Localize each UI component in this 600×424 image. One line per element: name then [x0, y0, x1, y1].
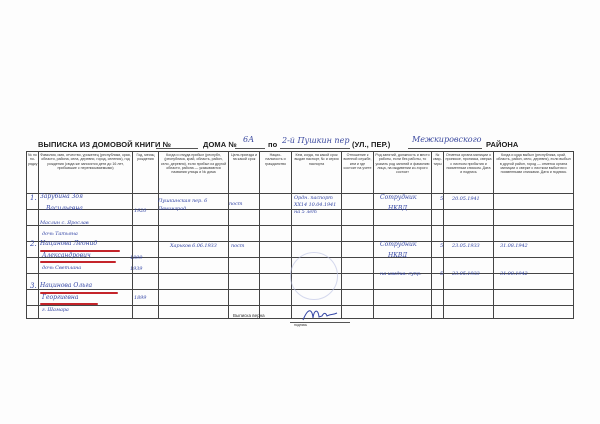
street-kind-label: (УЛ., ПЕР.) — [352, 140, 391, 149]
entry-3-name-line: Нацинова Ольга — [40, 282, 93, 289]
street-line — [280, 148, 350, 149]
col-header-arrived: Когда и откуда прибыл (республ, (республика, край, область, район, село, деревня), если прибыл из другой области, района — указываются названия улицы и № дома — [159, 152, 229, 194]
entry-1-passport-line: на 5 лет — [294, 209, 317, 215]
entry-1-purpose: пост — [229, 201, 243, 207]
entry-2-purpose: пост — [231, 243, 245, 249]
entry-1-name-line: Маслин с. Ярослав — [40, 220, 89, 226]
col-header-passport: Кем, когда, на какой срок выдан паспорт, № и серия паспорта — [292, 152, 342, 194]
entry-1-name-line: Зарубина Зоя — [40, 193, 83, 200]
col-header-num: № по по-рядку — [27, 152, 39, 194]
entry-2-occupation-line: НКВД — [388, 252, 408, 259]
entry-2-name-line: Нацинова Леонид — [40, 240, 98, 247]
signature-mark — [300, 304, 340, 324]
house-number-value: 6А — [243, 135, 255, 144]
header-row — [27, 152, 574, 194]
entry-2-arrived: Харьков 6.06.1933 — [170, 243, 217, 249]
entry-1-number: 1. — [30, 194, 37, 202]
office-stamp — [290, 252, 338, 300]
entry-3-registration: 23.05.1933 — [452, 271, 480, 277]
col-header-apartment: № квар-тиры — [432, 152, 444, 194]
entry-2-departure: 31.08.1942 — [500, 243, 528, 249]
col-header-departure: Когда и куда выбыл (республика, край, область, район, село, деревня), если выбыл в другой район, город — отметка органа милиции о сверке с листком выбытия и поименными списками. Дата и подпись — [494, 152, 574, 194]
entry-3-birth-year: 1899 — [134, 295, 147, 301]
entry-2-registration: 23.05.1933 — [452, 243, 480, 249]
entry-2-birth-year: 1939 — [130, 266, 143, 272]
col-header-registration: Отметка органа милиции о прописке, прописка, сверка с листком прибытия и поименным списком. Дата и подпись — [444, 152, 494, 194]
col-header-name: Фамилия, имя, отчество, уроженец (республики, края, области, района, села, деревни, город, селения), год рождения (сюда же заносятся дети до 16 лет, прибывшие с переписываемыми) — [39, 152, 133, 194]
entry-1-name-line: Васильевна — [46, 205, 83, 212]
district-label: РАЙОНА — [486, 140, 519, 149]
street-value: 2-й Пушкин пер — [282, 136, 350, 145]
entry-3-number: 3. — [30, 282, 37, 290]
entry-2-birth-year: 1899 — [130, 255, 143, 261]
col-header-birth: Год, месяц рождения — [133, 152, 159, 194]
col-header-military: Отношение к военной службе, кем и где состоит на учете — [342, 152, 374, 194]
document-title: ВЫПИСКА ИЗ ДОМОВОЙ КНИГИ № — [38, 140, 172, 149]
entry-1-occupation-line: Сотрудник — [380, 194, 417, 201]
entry-1-name-line: дочь Татьяна — [42, 231, 78, 237]
entry-2-name-line: дочь Светлана — [42, 265, 82, 271]
col-header-purpose: Цель приезда и на какой срок — [229, 152, 260, 194]
house-number-line — [235, 148, 265, 149]
house-label: ДОМА № — [203, 140, 237, 149]
col-header-occupation: Род занятий, должность и место работы, если без работы, то указать род занятий и фамилию лица, на иждивении ко-торого состоит — [374, 152, 432, 194]
district-line — [408, 148, 482, 149]
signature-hint: подпись — [294, 323, 308, 327]
entry-1-birth-year: 1920 — [134, 208, 147, 214]
entry-3-apartment: 5 — [440, 271, 444, 277]
entry-1-occupation-line: НКВД — [388, 205, 408, 212]
entry-1-registration: 20.05.1941 — [452, 196, 480, 202]
entry-2-occupation-line: Сотрудник — [380, 241, 417, 248]
book-number-line — [156, 148, 198, 149]
table-row — [27, 226, 574, 242]
entry-3-departure: 31.08.1942 — [500, 271, 528, 277]
entry-2-number: 2. — [30, 240, 37, 248]
street-prefix: по — [268, 140, 278, 149]
entry-3-occupation-line: на иждив. супр. — [380, 271, 422, 277]
certified-label: Выписка верна — [233, 313, 265, 318]
district-value: Межкировского — [412, 135, 482, 144]
entry-3-name-line: Георгиевна — [42, 294, 79, 301]
entry-2-patronymic-underline — [40, 261, 116, 263]
entry-3-name-line: г. Шамара — [42, 307, 69, 313]
entry-1-passport-line: ХХ14 10.04.1941 — [294, 202, 337, 208]
entry-1-apartment: 5 — [440, 196, 444, 202]
entry-3-patronymic-underline — [40, 303, 98, 305]
entry-2-name-line: Александрович — [42, 252, 91, 259]
entry-2-apartment: 5 — [440, 243, 444, 249]
col-header-nationality: Нацио-нальность и гражданство — [260, 152, 292, 194]
entry-1-arrived: Пушкинская пер. 6 Ленинград — [158, 198, 208, 212]
entry-1-passport-line: Ордн. паспорт — [294, 195, 333, 201]
